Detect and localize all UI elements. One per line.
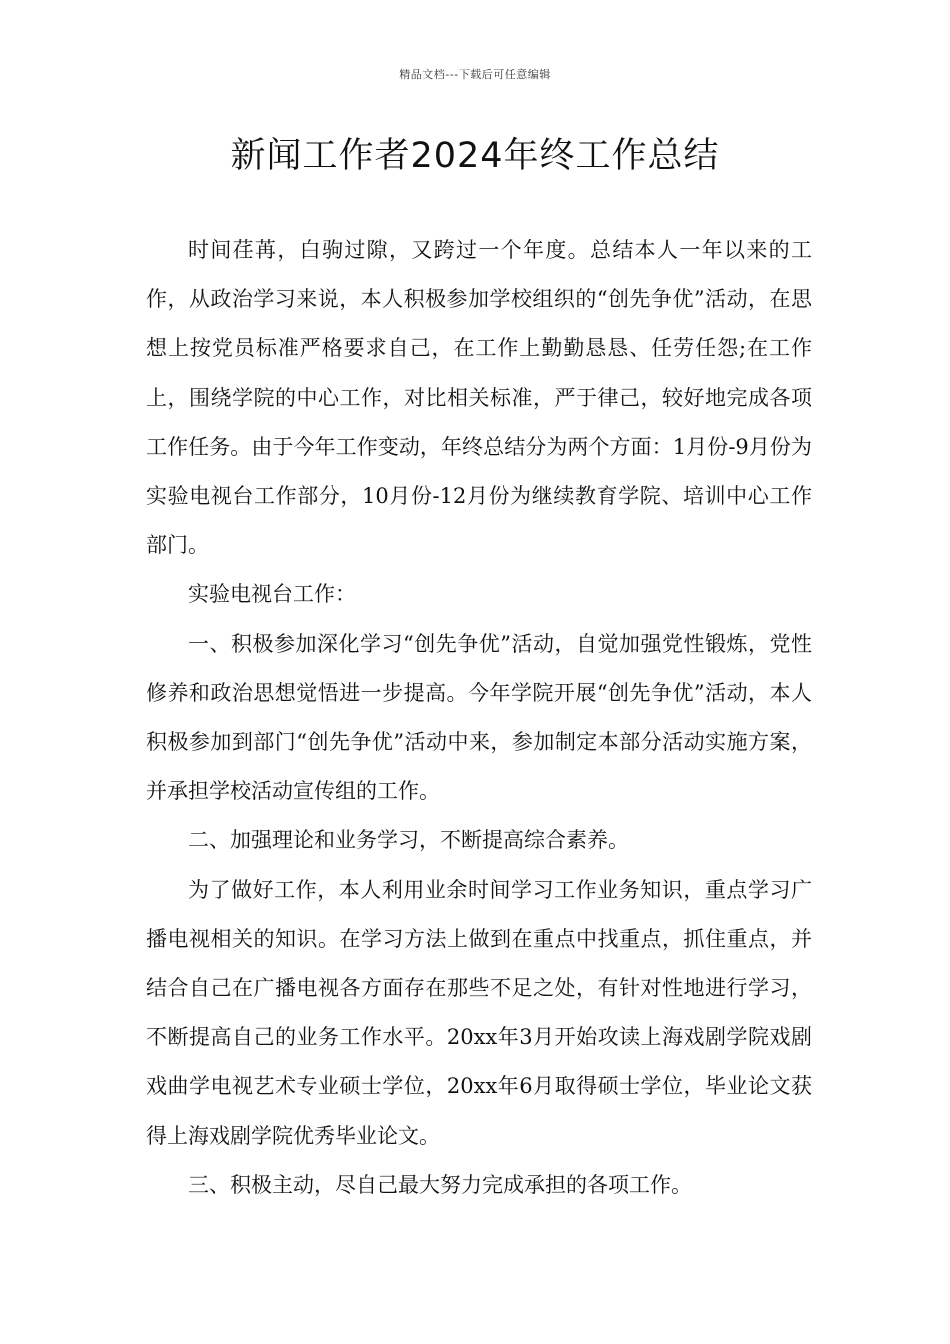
paragraph-intro: 时间荏苒，白驹过隙，又跨过一个年度。总结本人一年以来的工作，从政治学习来说，本人积极参加学校组织的“创先争优”活动，在思想上按党员标准严格要求自己，在工作上勤勤恳恳、任劳任怨;在工作上，围绕学院的中心工作，对比相关标准，严于律己，较好地完成各项工作任务。由于今年工作变动，年终总结分为两个方面：1月份-9月份为实验电视台工作部分，10月份-12月份为继续教育学院、培训中心工作部门。 — [146, 238, 812, 558]
document-body — [146, 226, 812, 1210]
paragraph-item-one: 一、积极参加深化学习“创先争优”活动，自觉加强党性锻炼，党性修养和政治思想觉悟进一步提高。今年学院开展“创先争优”活动，本人积极参加到部门“创先争优”活动中来，参加制定本部分活动实施方案，并承担学校活动宣传组的工作。 — [146, 631, 812, 804]
header-note: 精品文档---下载后可任意编辑 — [399, 68, 551, 81]
paragraph-item-two: 二、加强理论和业务学习，不断提高综合素养。 — [188, 828, 629, 853]
paragraph-item-three: 三、积极主动，尽自己最大努力完成承担的各项工作。 — [188, 1172, 692, 1197]
paragraph-study-details: 为了做好工作，本人利用业余时间学习工作业务知识，重点学习广播电视相关的知识。在学习方法上做到在重点中找重点，抓住重点，并结合自己在广播电视各方面存在那些不足之处，有针对性地进行学习，不断提高自己的业务工作水平。20xx年3月开始攻读上海戏剧学院戏剧戏曲学电视艺术专业硕士学位，20xx年6月取得硕士学位，毕业论文获得上海戏剧学院优秀毕业论文。 — [146, 877, 812, 1148]
paragraph-section-heading: 实验电视台工作： — [188, 582, 356, 607]
document-title: 新闻工作者2024年终工作总结 — [230, 136, 720, 176]
